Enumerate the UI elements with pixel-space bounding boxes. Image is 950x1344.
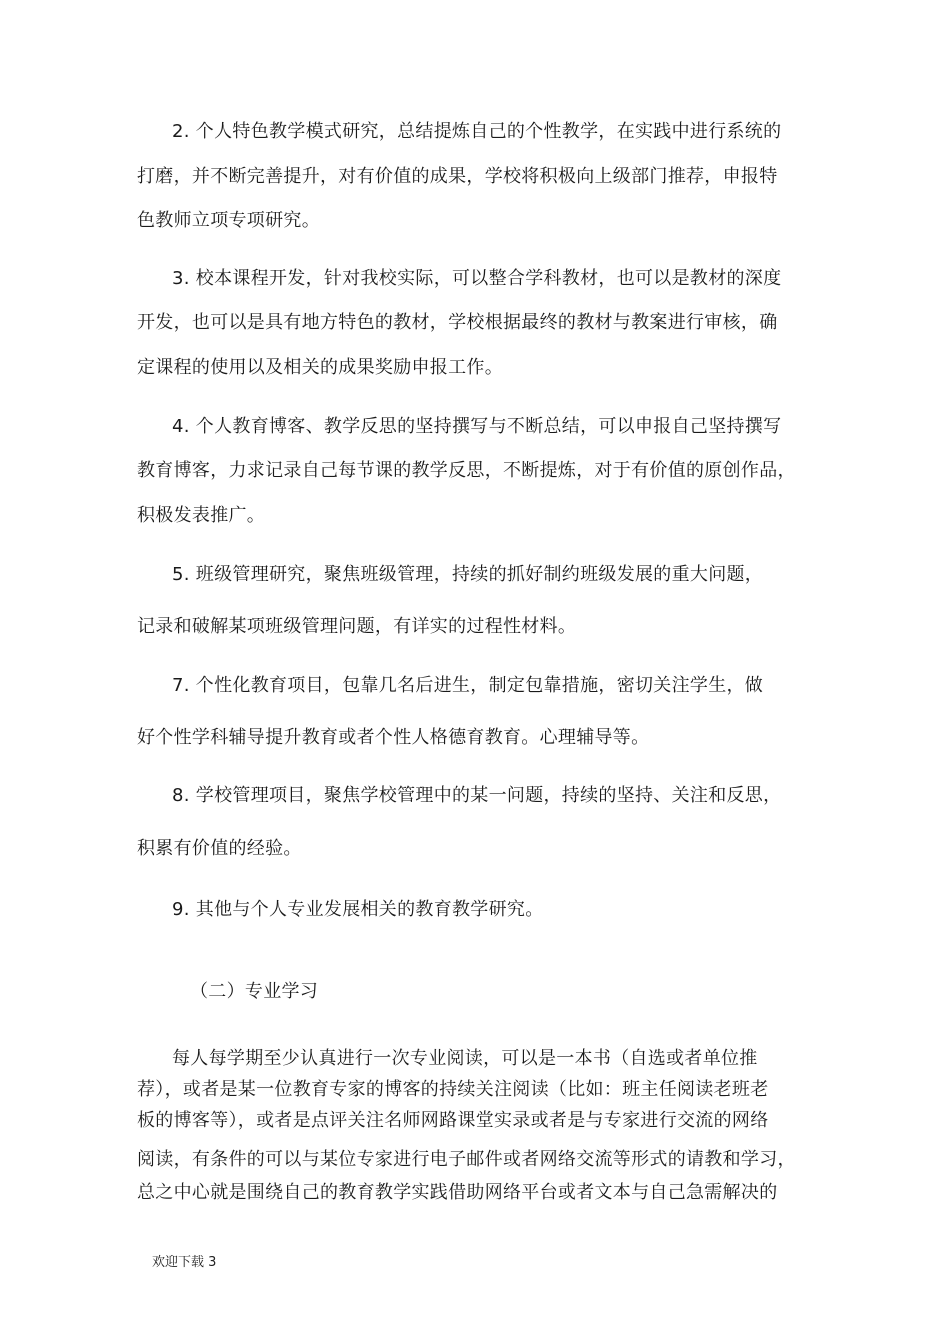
text-line: 开发，也可以是具有地方特色的教材，学校根据最终的教材与教案进行审核，确 bbox=[137, 312, 778, 333]
text-line: 积累有价值的经验。 bbox=[137, 838, 302, 859]
text-line: 总之中心就是围绕自己的教育教学实践借助网络平台或者文本与自己急需解决的 bbox=[137, 1182, 778, 1203]
text-line: 打磨，并不断完善提升，对有价值的成果，学校将积极向上级部门推荐，申报特 bbox=[137, 166, 778, 187]
text-line: 积极发表推广。 bbox=[137, 505, 266, 526]
section-heading: （二）专业学习 bbox=[190, 981, 319, 1002]
text-line: 教育博客，力求记录自己每节课的教学反思，不断提炼，对于有价值的原创作品， bbox=[137, 460, 796, 481]
page-footer: 欢迎下载 3 bbox=[152, 1255, 217, 1270]
text-line: 7. 个性化教育项目，包靠几名后进生，制定包靠措施，密切关注学生，做 bbox=[172, 675, 764, 696]
text-line: 4. 个人教育博客、教学反思的坚持撰写与不断总结，可以申报自己坚持撰写 bbox=[172, 416, 782, 437]
text-line: 阅读，有条件的可以与某位专家进行电子邮件或者网络交流等形式的请教和学习， bbox=[137, 1149, 796, 1170]
text-line: 荐），或者是某一位教育专家的博客的持续关注阅读（比如：班主任阅读老班老 bbox=[137, 1079, 769, 1100]
text-line: 5. 班级管理研究，聚焦班级管理，持续的抓好制约班级发展的重大问题， bbox=[172, 564, 764, 585]
text-line: 定课程的使用以及相关的成果奖励申报工作。 bbox=[137, 357, 503, 378]
text-line: 每人每学期至少认真进行一次专业阅读，可以是一本书（自选或者单位推 bbox=[172, 1048, 758, 1069]
text-line: 板的博客等），或者是点评关注名师网路课堂实录或者是与专家进行交流的网络 bbox=[137, 1110, 769, 1131]
text-line: 记录和破解某项班级管理问题，有详实的过程性材料。 bbox=[137, 616, 577, 637]
text-line: 8. 学校管理项目，聚焦学校管理中的某一问题，持续的坚持、关注和反思， bbox=[172, 785, 782, 806]
text-line: 2. 个人特色教学模式研究，总结提炼自己的个性教学，在实践中进行系统的 bbox=[172, 121, 782, 142]
text-line: 好个性学科辅导提升教育或者个性人格德育教育。心理辅导等。 bbox=[137, 727, 650, 748]
text-line: 色教师立项专项研究。 bbox=[137, 210, 320, 231]
text-line: 3. 校本课程开发，针对我校实际，可以整合学科教材，也可以是教材的深度 bbox=[172, 268, 782, 289]
text-line: 9. 其他与个人专业发展相关的教育教学研究。 bbox=[172, 899, 544, 920]
